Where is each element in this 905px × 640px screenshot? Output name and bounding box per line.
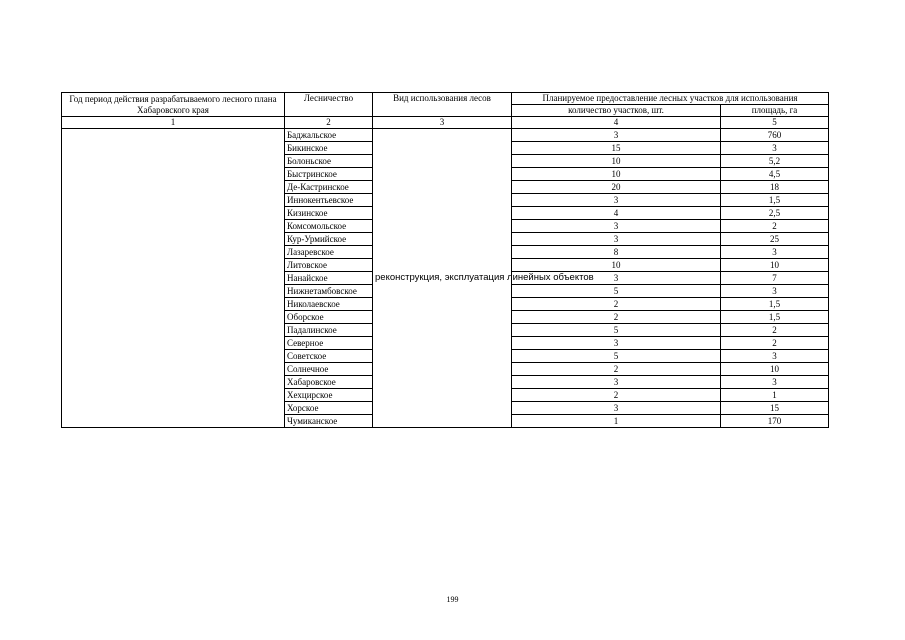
forestry-name: Кур-Урмийское (285, 233, 373, 246)
forestry-name: Хабаровское (285, 376, 373, 389)
forestry-name: Солнечное (285, 363, 373, 376)
forestry-name: Де-Кастринское (285, 181, 373, 194)
forestry-name: Комсомольское (285, 220, 373, 233)
plot-area: 1,5 (721, 311, 829, 324)
forestry-name: Николаевское (285, 298, 373, 311)
plot-area: 7 (721, 272, 829, 285)
plot-count: 3 (512, 194, 721, 207)
forestry-name: Болоньское (285, 155, 373, 168)
plot-area: 4,5 (721, 168, 829, 181)
header-row-1 (62, 93, 829, 105)
column-number: 4 (512, 117, 721, 129)
plot-count: 5 (512, 285, 721, 298)
plot-area: 10 (721, 363, 829, 376)
forestry-name: Кизинское (285, 207, 373, 220)
plot-count: 1 (512, 415, 721, 428)
column-number: 1 (62, 117, 285, 129)
page-number: 199 (446, 595, 459, 604)
forestry-name: Северное (285, 337, 373, 350)
header-forestry: Лесничество (285, 93, 373, 117)
plot-area: 760 (721, 129, 829, 142)
forestry-name: Хехцирское (285, 389, 373, 402)
table-body (62, 129, 829, 428)
plot-count: 2 (512, 311, 721, 324)
plot-count: 4 (512, 207, 721, 220)
header-year: Год период действия разрабатываемого лесного плана Хабаровского края (62, 93, 285, 117)
forestry-name: Иннокентьевское (285, 194, 373, 207)
forestry-name: Баджальское (285, 129, 373, 142)
plot-area: 25 (721, 233, 829, 246)
header-area: площадь, га (721, 105, 829, 117)
column-number: 2 (285, 117, 373, 129)
plot-count: 15 (512, 142, 721, 155)
plot-count: 2 (512, 298, 721, 311)
plot-area: 1 (721, 389, 829, 402)
forestry-name: Лазаревское (285, 246, 373, 259)
forestry-name: Литовское (285, 259, 373, 272)
forestry-name: Нанайское (285, 272, 373, 285)
plot-count: 20 (512, 181, 721, 194)
forestry-name: Оборское (285, 311, 373, 324)
usage-type-cell: реконструкция, эксплуатация линейных объектов (373, 129, 512, 428)
plot-area: 170 (721, 415, 829, 428)
plot-area: 5,2 (721, 155, 829, 168)
plot-area: 18 (721, 181, 829, 194)
plot-area: 1,5 (721, 298, 829, 311)
plot-count: 2 (512, 363, 721, 376)
forestry-name: Бикинское (285, 142, 373, 155)
column-number: 3 (373, 117, 512, 129)
plot-count: 8 (512, 246, 721, 259)
header-usage: Вид использования лесов (373, 93, 512, 117)
plot-area: 10 (721, 259, 829, 272)
forestry-name: Хорское (285, 402, 373, 415)
plot-area: 2 (721, 220, 829, 233)
plot-count: 5 (512, 350, 721, 363)
plot-count: 3 (512, 220, 721, 233)
plot-area: 15 (721, 402, 829, 415)
plot-count: 3 (512, 402, 721, 415)
forestry-name: Чумиканское (285, 415, 373, 428)
header-planned: Планируемое предоставление лесных участков для использования (512, 93, 829, 105)
plot-area: 3 (721, 350, 829, 363)
forestry-name: Нижнетамбовское (285, 285, 373, 298)
plot-area: 2 (721, 337, 829, 350)
plot-count: 10 (512, 259, 721, 272)
plot-area: 3 (721, 142, 829, 155)
plot-count: 3 (512, 376, 721, 389)
forestry-name: Быстринское (285, 168, 373, 181)
plot-count: 10 (512, 168, 721, 181)
plot-area: 1,5 (721, 194, 829, 207)
plot-count: 3 (512, 233, 721, 246)
forest-plan-table (61, 92, 829, 428)
plot-area: 2 (721, 324, 829, 337)
plot-area: 3 (721, 246, 829, 259)
forestry-name: Падалинское (285, 324, 373, 337)
table-row (62, 129, 829, 142)
plot-count: 10 (512, 155, 721, 168)
plot-count: 5 (512, 324, 721, 337)
column-number: 5 (721, 117, 829, 129)
column-number-row (62, 117, 829, 129)
plot-count: 3 (512, 272, 721, 285)
plot-area: 2,5 (721, 207, 829, 220)
plot-area: 3 (721, 376, 829, 389)
plot-count: 2 (512, 389, 721, 402)
forestry-name: Советское (285, 350, 373, 363)
plot-count: 3 (512, 337, 721, 350)
header-count: количество участков, шт. (512, 105, 721, 117)
year-cell (62, 129, 285, 428)
plot-area: 3 (721, 285, 829, 298)
plot-count: 3 (512, 129, 721, 142)
